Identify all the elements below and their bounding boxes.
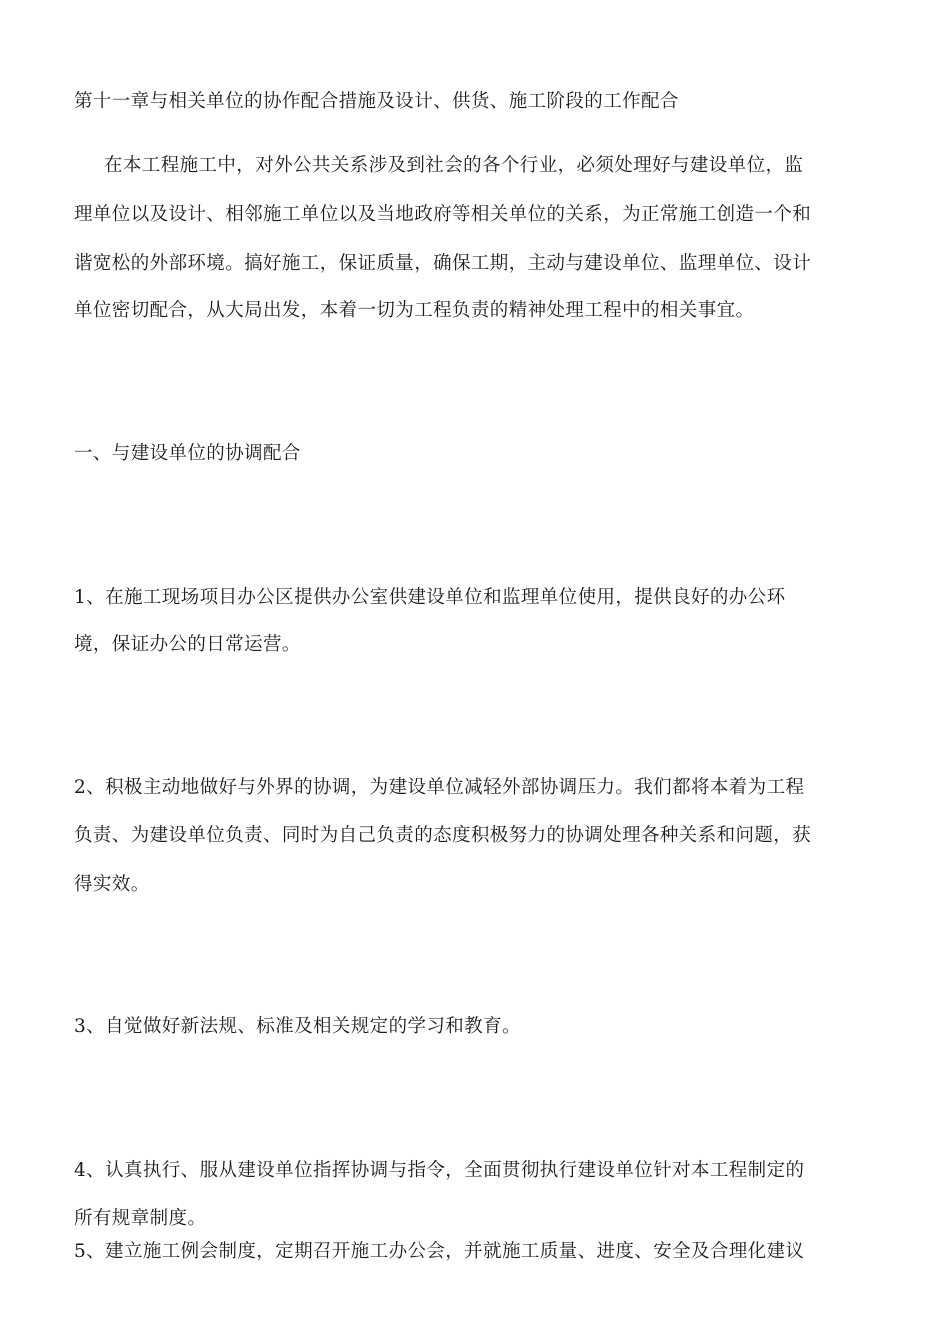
item-4-line: 4、认真执行、服从建设单位指挥协调与指令，全面贯彻执行建设单位针对本工程制定的 <box>74 1160 805 1181</box>
item-2-line: 负责、为建设单位负责、同时为自己负责的态度积极努力的协调处理各种关系和问题，获 <box>74 825 812 846</box>
intro-paragraph-line: 谐宽松的外部环境。搞好施工，保证质量，确保工期，主动与建设单位、监理单位、设计 <box>74 253 812 274</box>
intro-paragraph-line: 在本工程施工中，对外公共关系涉及到社会的各个行业，必须处理好与建设单位，监 <box>104 155 804 176</box>
item-2-line: 得实效。 <box>74 874 150 895</box>
item-2-line: 2、积极主动地做好与外界的协调，为建设单位减轻外部协调压力。我们都将本着为工程 <box>74 777 805 798</box>
section-heading: 一、与建设单位的协调配合 <box>74 443 301 464</box>
intro-paragraph-line: 理单位以及设计、相邻施工单位以及当地政府等相关单位的关系，为正常施工创造一个和 <box>74 204 812 225</box>
item-1-line: 1、在施工现场项目办公区提供办公室供建设单位和监理单位使用，提供良好的办公环 <box>74 587 786 608</box>
item-3-line: 3、自觉做好新法规、标准及相关规定的学习和教育。 <box>74 1016 521 1037</box>
intro-paragraph-line: 单位密切配合，从大局出发，本着一切为工程负责的精神处理工程中的相关事宜。 <box>74 300 755 321</box>
item-1-line: 境，保证办公的日常运营。 <box>74 634 301 655</box>
item-4-line: 所有规章制度。 <box>74 1208 207 1229</box>
chapter-title: 第十一章与相关单位的协作配合措施及设计、供货、施工阶段的工作配合 <box>74 91 679 112</box>
item-5-line: 5、建立施工例会制度，定期召开施工办公会，并就施工质量、进度、安全及合理化建议 <box>74 1241 805 1262</box>
